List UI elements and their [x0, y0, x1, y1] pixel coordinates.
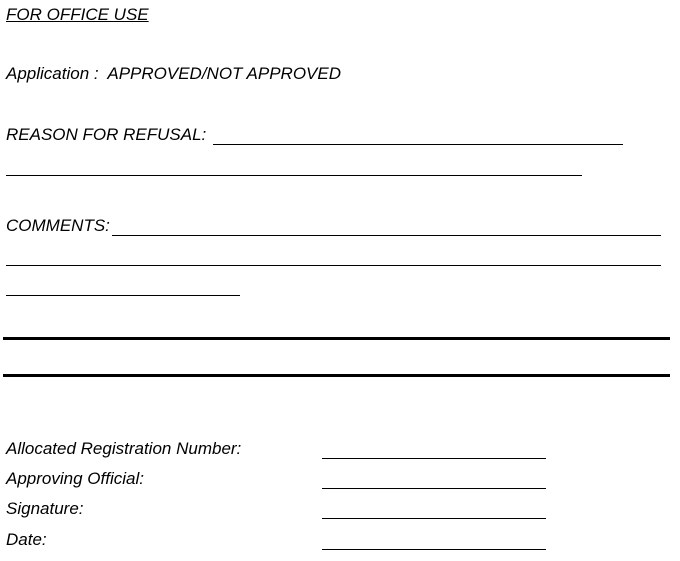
reason-for-refusal-label: REASON FOR REFUSAL:	[6, 125, 207, 144]
section-divider-bottom	[3, 374, 670, 377]
application-status	[6, 64, 341, 84]
signature-field[interactable]	[322, 518, 546, 519]
office-use-heading: FOR OFFICE USE	[6, 5, 149, 24]
registration-number-label: Allocated Registration Number:	[6, 439, 242, 458]
registration-number-field[interactable]	[322, 458, 546, 459]
section-divider-top	[3, 337, 670, 340]
date-label: Date:	[6, 530, 47, 549]
reason-for-refusal-field[interactable]	[213, 144, 623, 145]
signature-label: Signature:	[6, 499, 84, 518]
approving-official-field[interactable]	[322, 488, 546, 489]
comments-label: COMMENTS:	[6, 216, 110, 235]
reason-for-refusal-field-line-2[interactable]	[6, 175, 582, 176]
comments-field[interactable]	[112, 235, 661, 236]
application-label: Application :	[6, 64, 99, 83]
application-value[interactable]: APPROVED/NOT APPROVED	[107, 64, 342, 83]
comments-field-line-2[interactable]	[6, 265, 661, 266]
comments-field-line-3[interactable]	[6, 295, 240, 296]
approving-official-label: Approving Official:	[6, 469, 144, 488]
date-field[interactable]	[322, 549, 546, 550]
